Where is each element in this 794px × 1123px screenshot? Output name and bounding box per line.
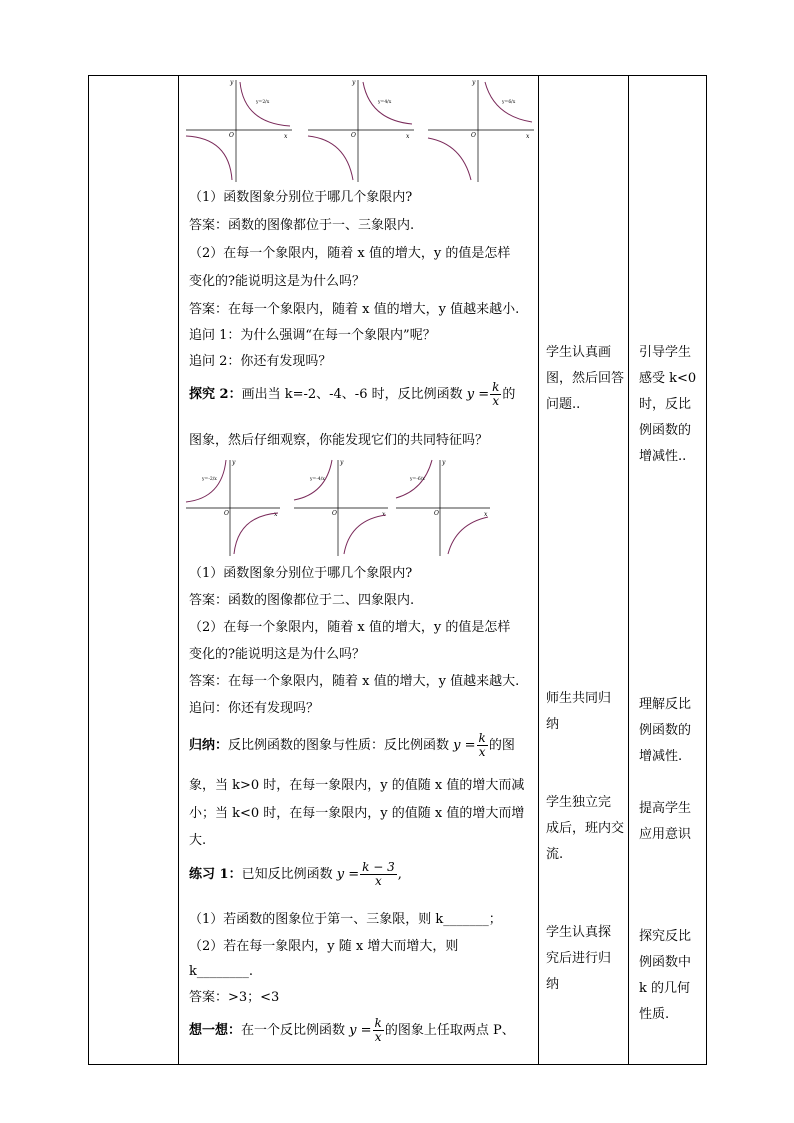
side-line: 感受 k<0 bbox=[639, 371, 697, 386]
side-line: 性质. bbox=[639, 1007, 670, 1022]
side-line: 例函数的 bbox=[639, 723, 692, 738]
design-intent-2 bbox=[639, 692, 691, 770]
curve-label: y=-6/x bbox=[410, 477, 425, 482]
answer-2: 答案：在每一个象限内，随着 x 值的增大，y 值越来越小. bbox=[189, 302, 520, 317]
origin-label: O bbox=[434, 510, 439, 517]
side-line: 应用意识 bbox=[639, 827, 692, 842]
exercise-answer: 答案：>3；<3 bbox=[189, 990, 280, 1005]
exercise-question-2-line2: k________. bbox=[189, 964, 254, 979]
side-line: 理解反比 bbox=[639, 697, 692, 712]
side-line: 学生认真画 bbox=[546, 345, 612, 360]
exercise-tail: , bbox=[397, 867, 402, 882]
answer-3: 答案：函数的图像都位于二、四象限内. bbox=[189, 593, 415, 608]
follow-up-2: 追问 2：你还有发现吗？ bbox=[189, 354, 332, 369]
side-line: 提高学生 bbox=[639, 801, 692, 816]
graph-kneg2 bbox=[186, 459, 280, 556]
side-line: 问题.. bbox=[546, 397, 581, 412]
summary bbox=[189, 731, 515, 761]
curve-label: y=-2/x bbox=[202, 477, 217, 482]
side-line: 学生认真探 bbox=[546, 925, 612, 940]
design-intent-1 bbox=[639, 340, 696, 470]
summary-tail: 的图 bbox=[488, 738, 515, 753]
table-border-right bbox=[706, 75, 707, 1065]
table-divider-2 bbox=[538, 75, 539, 1065]
explore-2-line2: 图象，然后仔细观察，你能发现它们的共同特征吗？ bbox=[189, 433, 489, 448]
side-line: 究后进行归 bbox=[546, 951, 612, 966]
graph-k4 bbox=[308, 79, 414, 182]
student-activity-1 bbox=[546, 340, 624, 418]
graph-kneg6 bbox=[396, 459, 490, 556]
explore-2-tail: 的 bbox=[502, 387, 516, 402]
curve-label: y=2/x bbox=[256, 100, 270, 105]
think-text: 在一个反比例函数 bbox=[241, 1023, 346, 1038]
side-line: 纳 bbox=[546, 717, 560, 732]
exercise-label: 练习 1： bbox=[189, 867, 242, 882]
side-line: 时，反比 bbox=[639, 397, 692, 412]
exercise-1 bbox=[189, 860, 402, 890]
frac-den: x bbox=[492, 394, 500, 408]
student-activity-2 bbox=[546, 686, 611, 738]
question-1: （1）函数图象分别位于哪几个象限内? bbox=[189, 190, 413, 205]
table-divider-1 bbox=[178, 75, 179, 1065]
frac-num: k bbox=[478, 731, 486, 745]
formula-y-eq: y = bbox=[336, 867, 360, 882]
axis-y-label: y bbox=[230, 79, 234, 86]
student-activity-4 bbox=[546, 920, 611, 998]
graph-row-positive bbox=[184, 78, 536, 184]
graph-k2 bbox=[186, 79, 292, 182]
origin-label: O bbox=[351, 132, 356, 139]
curve-label: y=4/x bbox=[378, 100, 392, 105]
side-line: 成后，班内交 bbox=[546, 821, 625, 836]
axis-y-label: y bbox=[442, 459, 446, 466]
question-4-line1: （2）在每一个象限内，随着 x 值的增大，y 的值是怎样 bbox=[189, 620, 511, 635]
curve-label: y=-4/x bbox=[310, 477, 325, 482]
summary-line4: 大. bbox=[189, 833, 207, 848]
table-border-bottom bbox=[88, 1064, 707, 1065]
question-2-line2: 变化的?能说明这是为什么吗？ bbox=[189, 274, 365, 289]
axis-x-label: x bbox=[382, 511, 386, 518]
origin-label: O bbox=[332, 510, 337, 517]
axis-y-label: y bbox=[340, 459, 344, 466]
axis-x-label: x bbox=[284, 133, 288, 140]
table-divider-3 bbox=[628, 75, 629, 1065]
side-line: 师生共同归 bbox=[546, 691, 612, 706]
follow-up-1: 追问 1：为什么强调“在每一个象限内”呢？ bbox=[189, 328, 436, 343]
side-line: 纳 bbox=[546, 977, 560, 992]
axis-x-label: x bbox=[526, 133, 530, 140]
follow-up-3: 追问：你还有发现吗？ bbox=[189, 701, 320, 716]
formula-k-over-x bbox=[477, 732, 488, 759]
exercise-text: 已知反比例函数 bbox=[241, 867, 333, 882]
side-line: 例函数中 bbox=[639, 955, 692, 970]
side-line: 增减性. bbox=[639, 749, 683, 764]
design-intent-4 bbox=[639, 924, 691, 1028]
axis-y-label: y bbox=[352, 79, 356, 86]
exercise-question-1: （1）若函数的图象位于第一、三象限，则 k_______； bbox=[189, 912, 502, 927]
frac-num: k − 3 bbox=[362, 860, 395, 874]
axis-y-label: y bbox=[232, 459, 236, 466]
frac-num: k bbox=[492, 380, 500, 394]
graph-kneg4 bbox=[294, 459, 388, 556]
frac-num: k bbox=[374, 1016, 382, 1030]
side-line: 探究反比 bbox=[639, 929, 692, 944]
explore-2-text: 画出当 k=-2、-4、-6 时，反比例函数 bbox=[241, 387, 463, 402]
explore-2 bbox=[189, 380, 515, 410]
side-line: 增减性.. bbox=[639, 449, 687, 464]
summary-line2: 象，当 k>0 时，在每一象限内，y 的值随 x 值的增大而减 bbox=[189, 778, 525, 793]
table-border-top bbox=[88, 75, 707, 76]
axis-x-label: x bbox=[406, 133, 410, 140]
formula-k-minus-3-over-x bbox=[360, 861, 397, 888]
side-line: k 的几何 bbox=[639, 981, 691, 996]
student-activity-3 bbox=[546, 790, 624, 868]
curve-label: y=6/x bbox=[502, 100, 516, 105]
graph-row-negative bbox=[184, 458, 494, 558]
origin-label: O bbox=[229, 132, 234, 139]
formula-y-eq: y = bbox=[466, 387, 490, 402]
formula-y-eq: y = bbox=[453, 738, 476, 753]
formula-y-eq: y = bbox=[349, 1023, 372, 1038]
axis-y-label: y bbox=[472, 79, 476, 86]
graph-k6 bbox=[428, 79, 534, 182]
table-border-left bbox=[88, 75, 89, 1065]
think-tail: 的图象上任取两点 P、 bbox=[384, 1023, 515, 1038]
frac-den: x bbox=[374, 1030, 382, 1044]
summary-line3: 小；当 k<0 时，在每一象限内，y 的值随 x 值的增大而增 bbox=[189, 806, 525, 821]
side-line: 图，然后回答 bbox=[546, 371, 625, 386]
axis-x-label: x bbox=[484, 511, 488, 518]
answer-1: 答案：函数的图像都位于一、三象限内. bbox=[189, 218, 415, 233]
answer-4: 答案：在每一个象限内，随着 x 值的增大，y 值越来越大. bbox=[189, 674, 520, 689]
exercise-question-2-line1: （2）若在每一象限内，y 随 x 增大而增大，则 bbox=[189, 939, 459, 954]
formula-k-over-x bbox=[490, 381, 501, 408]
think bbox=[189, 1016, 515, 1046]
side-line: 引导学生 bbox=[639, 345, 692, 360]
side-line: 流. bbox=[546, 847, 564, 862]
origin-label: O bbox=[224, 510, 229, 517]
frac-den: x bbox=[478, 745, 486, 759]
explore-2-label: 探究 2： bbox=[189, 387, 242, 402]
side-line: 学生独立完 bbox=[546, 795, 612, 810]
summary-text: 反比例函数的图象与性质：反比例函数 bbox=[228, 738, 450, 753]
frac-den: x bbox=[375, 874, 382, 888]
formula-k-over-x bbox=[373, 1017, 384, 1044]
question-3: （1）函数图象分别位于哪几个象限内? bbox=[189, 566, 413, 581]
question-4-line2: 变化的?能说明这是为什么吗？ bbox=[189, 647, 365, 662]
origin-label: O bbox=[471, 132, 476, 139]
question-2-line1: （2）在每一个象限内，随着 x 值的增大，y 的值是怎样 bbox=[189, 246, 511, 261]
axis-x-label: x bbox=[274, 511, 278, 518]
summary-label: 归纳： bbox=[189, 738, 229, 753]
design-intent-3 bbox=[639, 796, 691, 848]
side-line: 例函数的 bbox=[639, 423, 692, 438]
think-label: 想一想： bbox=[189, 1023, 242, 1038]
